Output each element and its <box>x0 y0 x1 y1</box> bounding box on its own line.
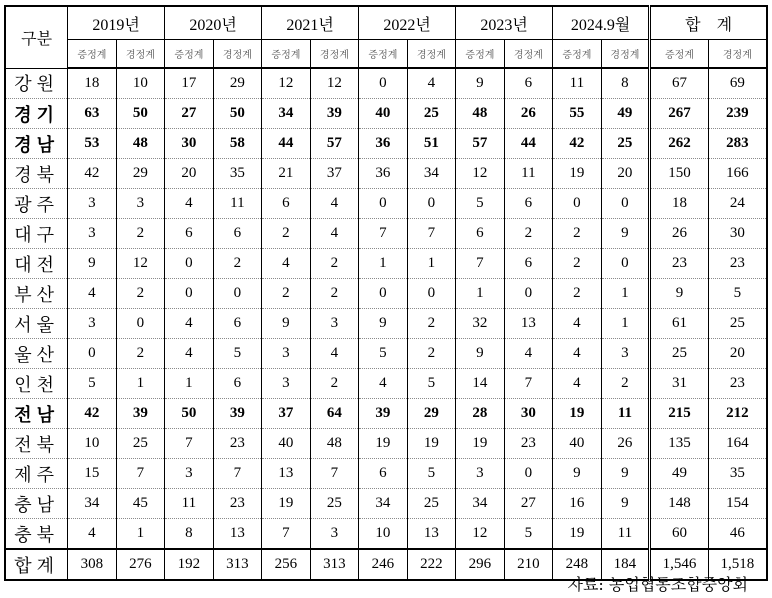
sub-header: 경정계 <box>407 40 456 69</box>
table-cell: 13 <box>262 459 311 489</box>
table-cell: 6 <box>456 219 505 249</box>
table-cell: 3 <box>165 459 214 489</box>
table-cell: 6 <box>213 309 262 339</box>
table-cell: 9 <box>262 309 311 339</box>
table-cell: 4 <box>310 339 359 369</box>
table-cell: 2 <box>553 279 602 309</box>
table-cell: 3 <box>68 309 117 339</box>
table-cell: 48 <box>116 129 165 159</box>
table-cell: 30 <box>708 219 767 249</box>
table-cell: 42 <box>68 399 117 429</box>
table-cell: 6 <box>359 459 408 489</box>
table-cell: 1,546 <box>650 549 709 580</box>
table-cell: 40 <box>262 429 311 459</box>
table-cell: 50 <box>165 399 214 429</box>
table-cell: 239 <box>708 99 767 129</box>
table-cell: 2 <box>116 339 165 369</box>
table-cell: 19 <box>407 429 456 459</box>
region-label: 대구 <box>5 219 68 249</box>
table-cell: 8 <box>601 68 650 99</box>
table-cell: 23 <box>504 429 553 459</box>
table-cell: 150 <box>650 159 709 189</box>
region-label: 합계 <box>5 549 68 580</box>
sub-header: 증정계 <box>165 40 214 69</box>
table-cell: 4 <box>310 189 359 219</box>
table-cell: 262 <box>650 129 709 159</box>
table-cell: 25 <box>407 99 456 129</box>
table-cell: 42 <box>553 129 602 159</box>
table-row <box>5 219 767 249</box>
table-cell: 9 <box>650 279 709 309</box>
sub-header: 경정계 <box>116 40 165 69</box>
table-cell: 4 <box>310 219 359 249</box>
table-cell: 246 <box>359 549 408 580</box>
source-note: 자료: 농업협동조합중앙회 <box>567 575 748 594</box>
table-cell: 63 <box>68 99 117 129</box>
table-cell: 20 <box>165 159 214 189</box>
table-cell: 2 <box>553 219 602 249</box>
table-cell: 313 <box>213 549 262 580</box>
table-cell: 29 <box>407 399 456 429</box>
table-cell: 3 <box>456 459 505 489</box>
sub-header: 경정계 <box>213 40 262 69</box>
table-cell: 0 <box>601 249 650 279</box>
table-cell: 6 <box>504 249 553 279</box>
table-cell: 11 <box>553 68 602 99</box>
table-cell: 2 <box>407 339 456 369</box>
table-cell: 26 <box>650 219 709 249</box>
region-label: 광주 <box>5 189 68 219</box>
table-cell: 6 <box>213 219 262 249</box>
table-cell: 19 <box>359 429 408 459</box>
table-cell: 2 <box>116 219 165 249</box>
table-row <box>5 159 767 189</box>
table-cell: 17 <box>165 68 214 99</box>
table-cell: 4 <box>165 309 214 339</box>
table-cell: 8 <box>165 519 214 550</box>
sub-header: 증정계 <box>68 40 117 69</box>
table-cell: 4 <box>165 339 214 369</box>
table-cell: 4 <box>553 369 602 399</box>
table-cell: 25 <box>310 489 359 519</box>
table-cell: 0 <box>601 189 650 219</box>
table-cell: 67 <box>650 68 709 99</box>
table-cell: 9 <box>456 339 505 369</box>
sub-header: 경정계 <box>708 40 767 69</box>
table-cell: 3 <box>68 189 117 219</box>
table-row <box>5 369 767 399</box>
table-cell: 4 <box>68 519 117 550</box>
table-cell: 5 <box>359 339 408 369</box>
table-row <box>5 68 767 99</box>
table-cell: 4 <box>553 309 602 339</box>
table-cell: 0 <box>407 279 456 309</box>
table-cell: 25 <box>650 339 709 369</box>
table-cell: 2 <box>310 369 359 399</box>
sub-header: 경정계 <box>310 40 359 69</box>
table-cell: 50 <box>213 99 262 129</box>
table-cell: 51 <box>407 129 456 159</box>
sub-header: 증정계 <box>456 40 505 69</box>
table-cell: 4 <box>165 189 214 219</box>
sub-header: 경정계 <box>504 40 553 69</box>
table-cell: 1,518 <box>708 549 767 580</box>
table-cell: 9 <box>601 489 650 519</box>
table-cell: 11 <box>504 159 553 189</box>
table-cell: 212 <box>708 399 767 429</box>
table-cell: 44 <box>262 129 311 159</box>
table-cell: 283 <box>708 129 767 159</box>
table-cell: 34 <box>456 489 505 519</box>
table-cell: 4 <box>553 339 602 369</box>
year-header: 2019년 <box>68 6 165 40</box>
table-cell: 2 <box>504 219 553 249</box>
table-cell: 10 <box>116 68 165 99</box>
table-cell: 135 <box>650 429 709 459</box>
sub-header: 증정계 <box>262 40 311 69</box>
table-cell: 57 <box>456 129 505 159</box>
table-cell: 12 <box>310 68 359 99</box>
table-cell: 64 <box>310 399 359 429</box>
table-cell: 55 <box>553 99 602 129</box>
table-row <box>5 339 767 369</box>
table-cell: 26 <box>504 99 553 129</box>
table-cell: 5 <box>456 189 505 219</box>
table-cell: 23 <box>213 489 262 519</box>
table-cell: 25 <box>708 309 767 339</box>
table-cell: 0 <box>165 279 214 309</box>
table-cell: 25 <box>407 489 456 519</box>
table-cell: 34 <box>262 99 311 129</box>
sub-header: 증정계 <box>359 40 408 69</box>
table-cell: 9 <box>359 309 408 339</box>
region-label: 경기 <box>5 99 68 129</box>
table-cell: 6 <box>504 189 553 219</box>
table-cell: 16 <box>553 489 602 519</box>
table-cell: 20 <box>708 339 767 369</box>
region-label: 경남 <box>5 129 68 159</box>
table-cell: 1 <box>601 279 650 309</box>
table-cell: 164 <box>708 429 767 459</box>
table-cell: 5 <box>407 459 456 489</box>
table-cell: 61 <box>650 309 709 339</box>
table-cell: 0 <box>359 279 408 309</box>
table-cell: 1 <box>407 249 456 279</box>
table-cell: 25 <box>601 129 650 159</box>
table-cell: 42 <box>68 159 117 189</box>
region-label: 강원 <box>5 68 68 99</box>
table-cell: 0 <box>68 339 117 369</box>
table-cell: 34 <box>68 489 117 519</box>
table-cell: 39 <box>116 399 165 429</box>
table-cell: 222 <box>407 549 456 580</box>
region-label: 충남 <box>5 489 68 519</box>
table-cell: 27 <box>165 99 214 129</box>
table-cell: 11 <box>601 519 650 550</box>
table-cell: 7 <box>165 429 214 459</box>
table-cell: 49 <box>601 99 650 129</box>
year-header: 2020년 <box>165 6 262 40</box>
table-cell: 3 <box>310 519 359 550</box>
table-cell: 4 <box>504 339 553 369</box>
table-cell: 2 <box>262 219 311 249</box>
table-cell: 40 <box>359 99 408 129</box>
table-cell: 23 <box>650 249 709 279</box>
table-row <box>5 519 767 550</box>
table-cell: 10 <box>359 519 408 550</box>
table-cell: 36 <box>359 159 408 189</box>
table-cell: 27 <box>504 489 553 519</box>
region-label: 서울 <box>5 309 68 339</box>
table-cell: 12 <box>116 249 165 279</box>
region-label: 전북 <box>5 429 68 459</box>
table-row <box>5 399 767 429</box>
table-cell: 29 <box>213 68 262 99</box>
table-cell: 34 <box>359 489 408 519</box>
table-cell: 7 <box>407 219 456 249</box>
sub-header: 증정계 <box>553 40 602 69</box>
sub-header: 경정계 <box>601 40 650 69</box>
region-label: 경북 <box>5 159 68 189</box>
region-label: 인천 <box>5 369 68 399</box>
table-cell: 35 <box>213 159 262 189</box>
table-cell: 39 <box>213 399 262 429</box>
table-cell: 1 <box>116 369 165 399</box>
table-cell: 9 <box>553 459 602 489</box>
table-cell: 9 <box>456 68 505 99</box>
table-cell: 0 <box>116 309 165 339</box>
table-cell: 40 <box>553 429 602 459</box>
year-header: 2021년 <box>262 6 359 40</box>
table-cell: 14 <box>456 369 505 399</box>
table-cell: 4 <box>359 369 408 399</box>
table-cell: 24 <box>708 189 767 219</box>
table-cell: 5 <box>213 339 262 369</box>
table-cell: 0 <box>504 459 553 489</box>
table-cell: 7 <box>456 249 505 279</box>
table-cell: 6 <box>213 369 262 399</box>
table-cell: 7 <box>504 369 553 399</box>
table-cell: 30 <box>165 129 214 159</box>
table-cell: 45 <box>116 489 165 519</box>
table-cell: 13 <box>504 309 553 339</box>
table-cell: 6 <box>504 68 553 99</box>
table-cell: 2 <box>116 279 165 309</box>
table-cell: 2 <box>407 309 456 339</box>
table-cell: 2 <box>310 249 359 279</box>
region-label: 전남 <box>5 399 68 429</box>
table-cell: 2 <box>262 279 311 309</box>
table-cell: 23 <box>213 429 262 459</box>
table-cell: 276 <box>116 549 165 580</box>
region-label: 제주 <box>5 459 68 489</box>
table-cell: 148 <box>650 489 709 519</box>
table-row <box>5 459 767 489</box>
table-cell: 19 <box>262 489 311 519</box>
region-label: 울산 <box>5 339 68 369</box>
table-row <box>5 99 767 129</box>
table-cell: 4 <box>407 68 456 99</box>
table-cell: 7 <box>116 459 165 489</box>
table-cell: 192 <box>165 549 214 580</box>
table-cell: 39 <box>359 399 408 429</box>
table-cell: 3 <box>116 189 165 219</box>
table-cell: 248 <box>553 549 602 580</box>
table-cell: 44 <box>504 129 553 159</box>
table-cell: 48 <box>310 429 359 459</box>
table-cell: 3 <box>262 339 311 369</box>
region-label: 대전 <box>5 249 68 279</box>
table-cell: 6 <box>165 219 214 249</box>
table-row <box>5 249 767 279</box>
table-cell: 7 <box>310 459 359 489</box>
table-cell: 308 <box>68 549 117 580</box>
table-cell: 4 <box>262 249 311 279</box>
table-cell: 19 <box>553 519 602 550</box>
table-cell: 9 <box>601 219 650 249</box>
table-cell: 29 <box>116 159 165 189</box>
year-header: 2024.9월 <box>553 6 650 40</box>
table-cell: 30 <box>504 399 553 429</box>
table-cell: 15 <box>68 459 117 489</box>
table-cell: 37 <box>310 159 359 189</box>
table-cell: 19 <box>456 429 505 459</box>
total-header: 합 계 <box>650 6 767 40</box>
table-cell: 2 <box>310 279 359 309</box>
table-cell: 0 <box>359 68 408 99</box>
table-cell: 12 <box>262 68 311 99</box>
table-cell: 0 <box>359 189 408 219</box>
table-cell: 5 <box>407 369 456 399</box>
table-cell: 1 <box>456 279 505 309</box>
table-cell: 53 <box>68 129 117 159</box>
year-header: 2022년 <box>359 6 456 40</box>
table-cell: 0 <box>407 189 456 219</box>
table-cell: 23 <box>708 249 767 279</box>
table-cell: 3 <box>68 219 117 249</box>
year-header: 2023년 <box>456 6 553 40</box>
table-cell: 21 <box>262 159 311 189</box>
table-row <box>5 189 767 219</box>
table-row <box>5 429 767 459</box>
table-cell: 12 <box>456 519 505 550</box>
table-cell: 2 <box>213 249 262 279</box>
table-cell: 49 <box>650 459 709 489</box>
table-cell: 34 <box>407 159 456 189</box>
table-cell: 31 <box>650 369 709 399</box>
table-cell: 58 <box>213 129 262 159</box>
table-cell: 9 <box>68 249 117 279</box>
table-row <box>5 309 767 339</box>
table-cell: 36 <box>359 129 408 159</box>
table-cell: 18 <box>68 68 117 99</box>
table-cell: 32 <box>456 309 505 339</box>
table-cell: 6 <box>262 189 311 219</box>
table-cell: 12 <box>456 159 505 189</box>
table-cell: 60 <box>650 519 709 550</box>
table-cell: 5 <box>68 369 117 399</box>
table-cell: 28 <box>456 399 505 429</box>
table-cell: 210 <box>504 549 553 580</box>
table-cell: 1 <box>359 249 408 279</box>
table-cell: 2 <box>553 249 602 279</box>
table-cell: 23 <box>708 369 767 399</box>
data-table <box>4 5 768 581</box>
table-cell: 0 <box>165 249 214 279</box>
table-cell: 13 <box>213 519 262 550</box>
table-cell: 1 <box>165 369 214 399</box>
table-cell: 0 <box>553 189 602 219</box>
table-cell: 39 <box>310 99 359 129</box>
sub-header: 증정계 <box>650 40 709 69</box>
table-cell: 18 <box>650 189 709 219</box>
table-cell: 20 <box>601 159 650 189</box>
table-cell: 313 <box>310 549 359 580</box>
table-cell: 256 <box>262 549 311 580</box>
table-cell: 69 <box>708 68 767 99</box>
table-cell: 26 <box>601 429 650 459</box>
table-cell: 35 <box>708 459 767 489</box>
corner-header: 구분 <box>5 6 68 68</box>
region-label: 부산 <box>5 279 68 309</box>
table-cell: 0 <box>504 279 553 309</box>
table-cell: 19 <box>553 159 602 189</box>
table-cell: 19 <box>553 399 602 429</box>
table-cell: 3 <box>601 339 650 369</box>
region-label: 충북 <box>5 519 68 550</box>
table-row <box>5 489 767 519</box>
table-cell: 166 <box>708 159 767 189</box>
table-cell: 7 <box>262 519 311 550</box>
table-cell: 3 <box>262 369 311 399</box>
table-cell: 50 <box>116 99 165 129</box>
table-cell: 11 <box>213 189 262 219</box>
table-cell: 11 <box>601 399 650 429</box>
table-cell: 9 <box>601 459 650 489</box>
table-cell: 215 <box>650 399 709 429</box>
table-cell: 296 <box>456 549 505 580</box>
table-cell: 48 <box>456 99 505 129</box>
table-cell: 3 <box>310 309 359 339</box>
table-cell: 57 <box>310 129 359 159</box>
table-cell: 184 <box>601 549 650 580</box>
table-cell: 13 <box>407 519 456 550</box>
table-cell: 11 <box>165 489 214 519</box>
table-cell: 0 <box>213 279 262 309</box>
table-cell: 46 <box>708 519 767 550</box>
table-cell: 7 <box>359 219 408 249</box>
table-cell: 1 <box>116 519 165 550</box>
table-cell: 25 <box>116 429 165 459</box>
table-cell: 37 <box>262 399 311 429</box>
table-cell: 4 <box>68 279 117 309</box>
table-cell: 5 <box>504 519 553 550</box>
table-cell: 7 <box>213 459 262 489</box>
table-row <box>5 129 767 159</box>
table-cell: 154 <box>708 489 767 519</box>
table-cell: 5 <box>708 279 767 309</box>
table-cell: 267 <box>650 99 709 129</box>
table-cell: 1 <box>601 309 650 339</box>
table-cell: 10 <box>68 429 117 459</box>
table-cell: 2 <box>601 369 650 399</box>
table-row <box>5 279 767 309</box>
